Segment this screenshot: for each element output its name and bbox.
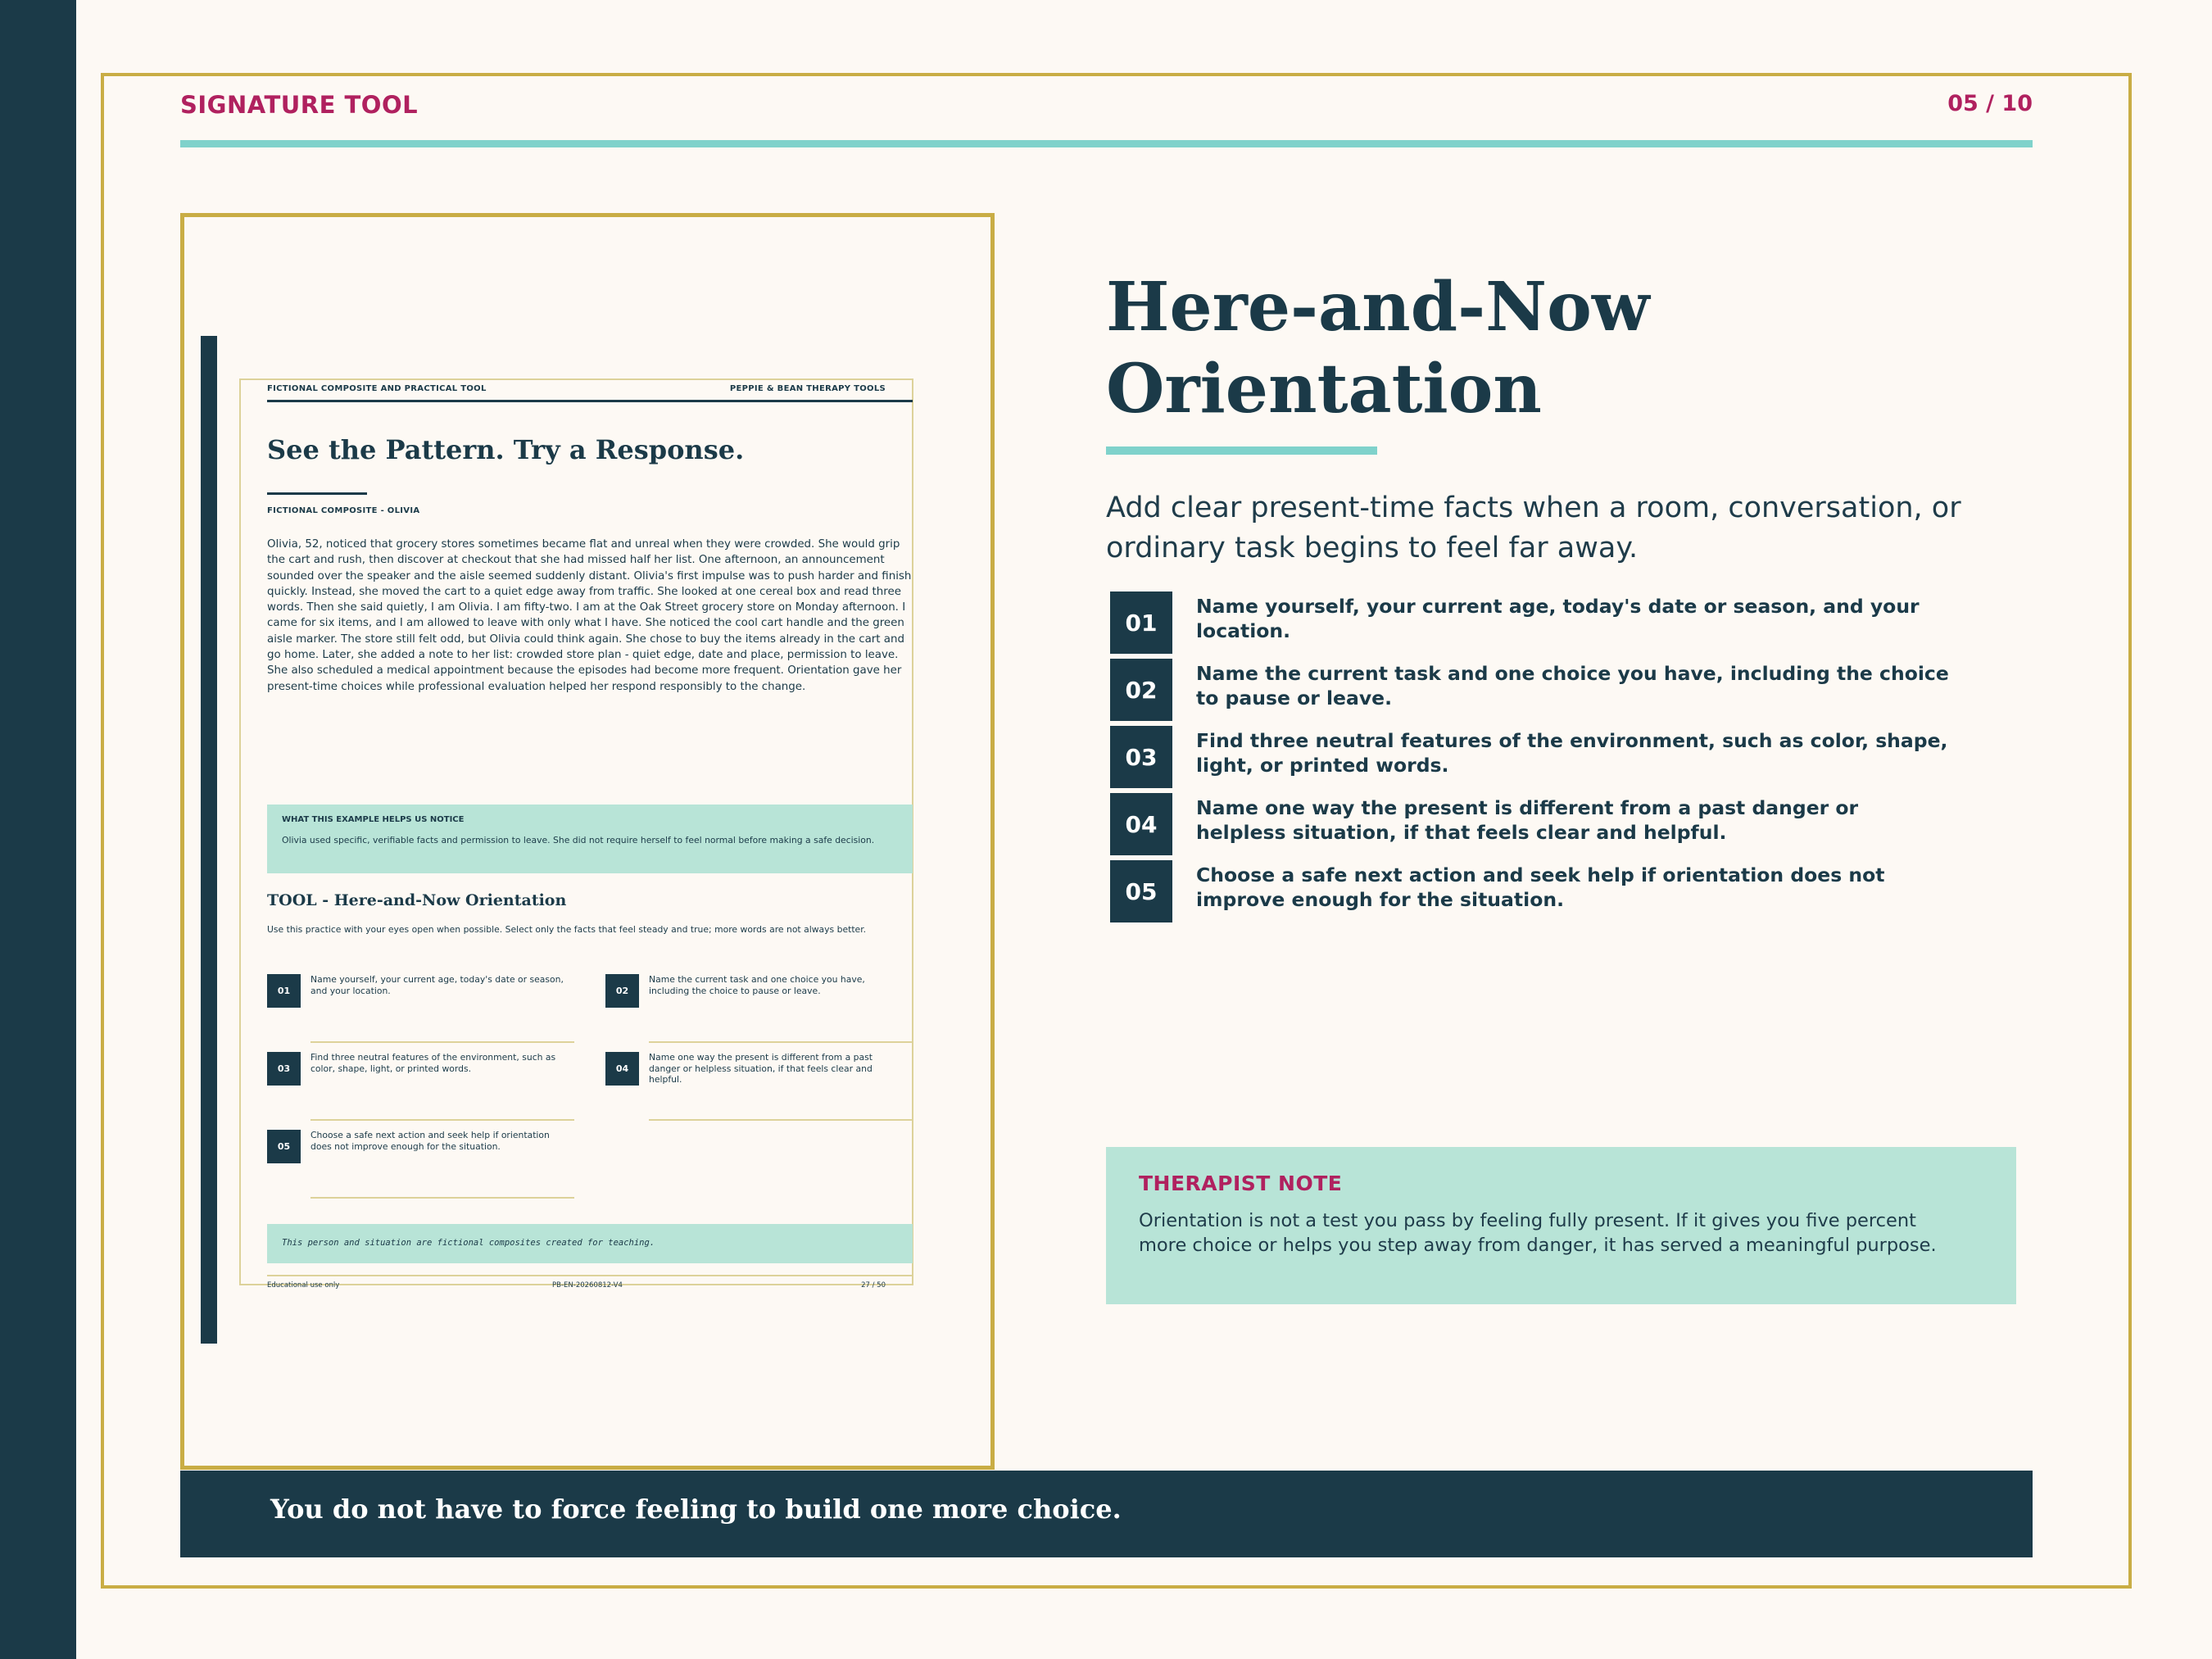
worksheet-answer-line — [310, 1041, 574, 1043]
step-item — [1110, 592, 2036, 655]
worksheet-answer-line — [649, 1119, 913, 1121]
worksheet-header-right: PEPPIE & BEAN THERAPY TOOLS — [729, 384, 886, 393]
step-number: 05 — [1110, 860, 1172, 922]
bottom-banner — [180, 1471, 2033, 1557]
step-text: Name one way the present is different from a past danger or helpless situation, if that feels clear and helpful. — [1196, 796, 1859, 844]
worksheet-disclaimer-box — [267, 1224, 913, 1263]
step-text: Name yourself, your current age, today's date or season, and your location. — [1196, 595, 1920, 642]
worksheet-header-left: FICTIONAL COMPOSITE AND PRACTICAL TOOL — [267, 384, 487, 393]
worksheet-title: See the Pattern. Try a Response. — [267, 434, 745, 465]
step-text: Find three neutral features of the environment, such as color, shape, light, or printed words. — [1196, 729, 1948, 777]
worksheet-callout — [267, 805, 913, 873]
preview-rail — [201, 336, 217, 1344]
worksheet-step-text: Find three neutral features of the environment, such as color, shape, light, or printed words. — [310, 1052, 556, 1074]
therapist-note-text: Orientation is not a test you pass by feeling fully present. If it gives you five percent more choice or helps you step away from danger, it has served a meaningful purpose. — [1139, 1210, 1937, 1256]
worksheet-answer-line — [649, 1041, 913, 1043]
worksheet-step-number: 01 — [267, 974, 301, 1008]
step-number: 04 — [1110, 793, 1172, 855]
worksheet-tool-intro: Use this practice with your eyes open when possible. Select only the facts that feel steady and true; more words are not always better. — [267, 924, 867, 935]
step-item — [1110, 726, 2036, 789]
step-text: Choose a safe next action and seek help if orientation does not improve enough for the situation. — [1196, 863, 1885, 911]
page-number: 05 / 10 — [1947, 91, 2033, 116]
callout-heading: WHAT THIS EXAMPLE HELPS US NOTICE — [282, 815, 465, 824]
page-title: Here-and-Now Orientation — [1106, 268, 1650, 428]
step-number: 02 — [1110, 659, 1172, 721]
worksheet-step-text: Name yourself, your current age, today's date or season, and your location. — [310, 974, 564, 996]
page-subtitle: Add clear present-time facts when a room, conversation, or ordinary task begins to feel far away. — [1106, 492, 1961, 564]
worksheet-story: Olivia, 52, noticed that grocery stores sometimes became flat and unreal when they were crowded. She would grip the cart and rush, then discover at checkout that she had missed half her list. One afternoon, an announcement sounded over the speaker and the aisle seemed suddenly distant. Olivia's first impulse was to push harder and finish quickly. Instead, she moved the cart to a quiet edge away from traffic. She looked at one cereal box and read three words. Then she said quietly, I am Olivia. I am fifty-two. I am at the Oak Street grocery store on Monday afternoon. I came for six items, and I am allowed to leave with only what I have. She noticed the cool cart handle and the green aisle marker. The store still felt odd, but Olivia could think again. She chose to buy the items already in the cart and go home. Later, she added a note to her list: crowded store plan - quiet edge, date and place, permission to leave. She also scheduled a medical appointment because the episodes had become more frequent. Orientation gave her present-time choices while professional evaluation helped her respond responsibly to the change. — [267, 538, 912, 693]
worksheet-footer-left: Educational use only — [267, 1281, 340, 1290]
worksheet-disclaimer: This person and situation are fictional composites created for teaching. — [282, 1238, 655, 1248]
worksheet-answer-line — [310, 1197, 574, 1199]
worksheet-header-rule — [267, 400, 913, 402]
step-number: 01 — [1110, 592, 1172, 654]
worksheet-step-number: 04 — [605, 1052, 639, 1086]
step-item — [1110, 860, 2036, 923]
therapist-note — [1106, 1147, 2016, 1304]
worksheet-step-number: 05 — [267, 1130, 301, 1163]
worksheet-step-text: Name the current task and one choice you have, including the choice to pause or leave. — [649, 974, 865, 996]
worksheet-step-text: Name one way the present is different from a past danger or helpless situation, if that feels clear and helpful. — [649, 1052, 873, 1085]
banner-quote: You do not have to force feeling to build one more choice. — [270, 1494, 1122, 1525]
step-text: Name the current task and one choice you have, including the choice to pause or leave. — [1196, 662, 1949, 709]
therapist-note-heading: THERAPIST NOTE — [1139, 1172, 1343, 1195]
step-item — [1110, 659, 2036, 722]
left-rail — [0, 0, 76, 1659]
title-rule — [1106, 446, 1377, 455]
worksheet-footer-code: PB-EN-20260812-V4 — [552, 1281, 623, 1290]
worksheet-kicker: FICTIONAL COMPOSITE - OLIVIA — [267, 506, 420, 515]
worksheet-footer-rule — [267, 1275, 913, 1276]
worksheet-step-number: 03 — [267, 1052, 301, 1086]
worksheet-footer-page: 27 / 50 — [861, 1281, 886, 1290]
callout-text: Olivia used specific, verifiable facts and permission to leave. She did not require herself to feel normal before making a safe decision. — [282, 835, 875, 845]
step-number: 03 — [1110, 726, 1172, 788]
worksheet-answer-line — [310, 1119, 574, 1121]
worksheet-step-number: 02 — [605, 974, 639, 1008]
worksheet-page — [239, 378, 913, 1290]
worksheet-tool-heading: TOOL - Here-and-Now Orientation — [267, 891, 567, 909]
step-item — [1110, 793, 2036, 856]
section-label: SIGNATURE TOOL — [180, 91, 419, 119]
worksheet-step-text: Choose a safe next action and seek help if orientation does not improve enough for the situation. — [310, 1130, 550, 1152]
header-rule — [180, 140, 2033, 147]
worksheet-preview — [180, 213, 995, 1470]
worksheet-title-rule — [267, 492, 367, 495]
